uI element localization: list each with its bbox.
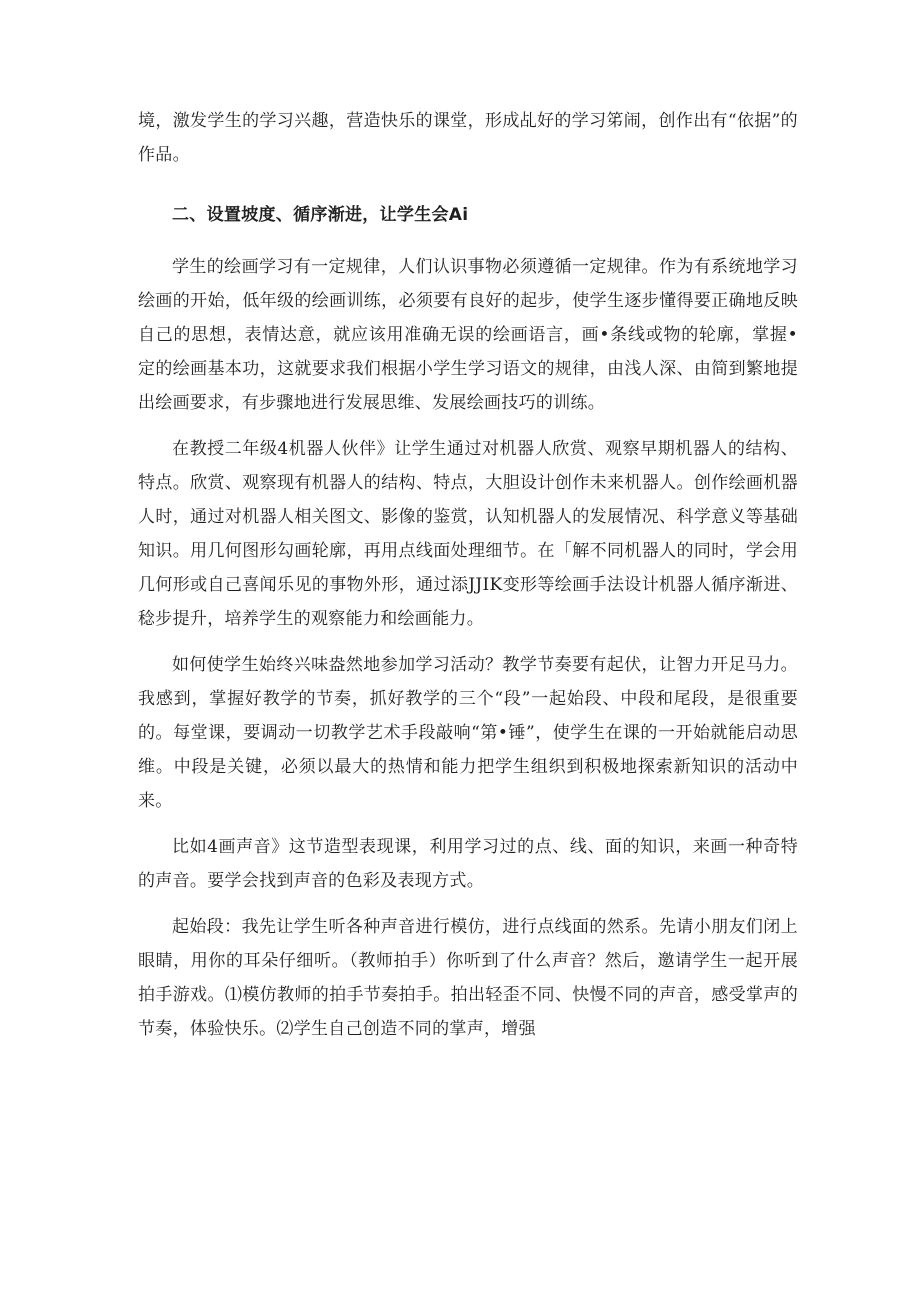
paragraph-opening-stage: 起始段：我先让学生听各种声音进行模仿，进行点线面的然系。先请小朋友们闭上眼睛，用你的耳朵仔细听。（教师拍手）你听到了什么声音？然后，邀请学生一起开展拍手游戏。⑴模仿教师的拍手节奏拍手。拍出轻歪不同、快慢不同的声音，感受掌声的节奏，体验快乐。⑵学生自己创造不同的掌声，增强: [138, 917, 798, 1039]
section-heading: 二、设置坡度、循序渐进，让学生会Ai: [172, 205, 469, 225]
paragraph-teaching-rhythm: 如何使学生始终兴味盎然地参加学习活动？教学节奏要有起伏，让智力开足马力。我感到，掌握好教学的节奏，抓好教学的三个“段”一起始段、中段和尾段，是很重要的。每堂课，要调动一切教学艺术手段敲响“第•锤”，使学生在课的一开始就能启动思维。中段是关键，必须以最大的热情和能力把学生组织到积极地探索新知识的活动中来。: [138, 655, 798, 811]
paragraph-drawing-rules: 学生的绘画学习有一定规律，人们认识事物必须遵循一定规律。作为有系统地学习绘画的开始，低年级的绘画训练，必须要有良好的起步，使学生逐步懂得要正确地反映自己的思想，表情达意，就应该用准确无误的绘画语言，画•条线或物的轮廓，掌握•定的绘画基本功，这就要求我们根据小学生学习语文的规律，由浅人深、由简到繁地提出绘画要求，有步骤地进行发展思维、发展绘画技巧的训练。: [138, 257, 798, 413]
paragraph-draw-sound: 比如4画声音》这节造型表现课，利用学习过的点、线、面的知识，来画一种奇特的声音。要学会找到声音的色彩及表现方式。: [138, 837, 798, 891]
document-page: [138, 104, 798, 1046]
paragraph-continuation: 境，激发学生的学习兴趣，营造快乐的课堂，形成乩好的学习笫闹，创作出有“依据”的作品。: [138, 111, 798, 165]
paragraph-robot-lesson: 在教授二年级4机器人伙伴》让学生通过对机器人欣赏、观察早期机器人的结构、特点。欣赏、观察现有机器人的结构、特点，大胆设计创作未来机器人。创作绘画机器人时，通过对机器人相关图文、影像的鉴赏，认知机器人的发展情况、科学意义等基础知识。用几何图形勾画轮廓，再用点线面处理细节。在「解不同机器人的同时，学会用几何形或自己喜闻乐见的事物外形，通过添JJIK变形等绘画手法设计机器人循序渐进、稔步提升，培养学生的观察能力和绘画能力。: [138, 439, 798, 629]
